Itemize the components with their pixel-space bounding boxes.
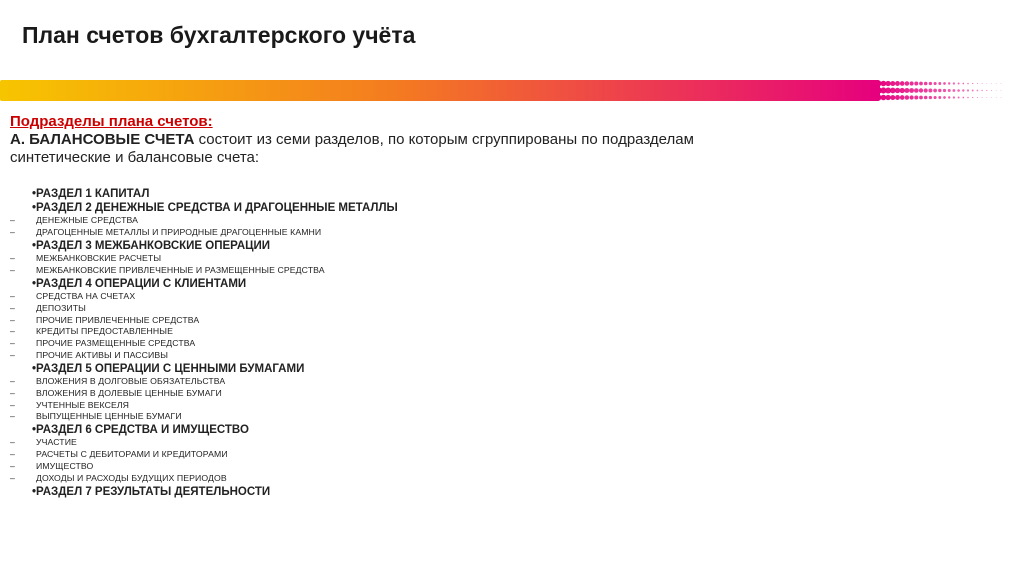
section-label: РАЗДЕЛ 5 ОПЕРАЦИИ С ЦЕННЫМИ БУМАГАМИ [36, 362, 305, 375]
band-dot [914, 82, 918, 86]
dash-icon: – [10, 227, 15, 238]
slide-title: План счетов бухгалтерского учёта [22, 22, 416, 48]
subsections-heading: Подразделы плана счетов: [10, 113, 213, 130]
band-dot [909, 88, 914, 93]
section-item [10, 277, 1010, 291]
band-dot [909, 95, 913, 99]
subsection-item [10, 303, 1010, 315]
band-dot [938, 96, 941, 99]
band-dot [991, 90, 992, 91]
subsection-item [10, 388, 1010, 400]
bullet-icon: • [32, 362, 37, 375]
band-dot [982, 83, 983, 84]
bullet-icon: • [32, 277, 37, 290]
section-label: РАЗДЕЛ 4 ОПЕРАЦИИ С КЛИЕНТАМИ [36, 277, 247, 290]
band-dot [943, 82, 946, 85]
band-dot [943, 89, 946, 92]
section-label: РАЗДЕЛ 6 СРЕДСТВА И ИМУЩЕСТВО [36, 424, 249, 437]
band-dot [967, 83, 969, 85]
subsection-item [10, 400, 1010, 412]
bullet-icon: • [32, 240, 37, 252]
band-dot [996, 97, 997, 98]
subsection-item [10, 291, 1010, 303]
band-dot [881, 95, 887, 101]
intro-rest: состоит из семи разделов, по которым сгруппированы по подразделам синтетические и балансовые счета: [10, 131, 694, 166]
band-dot [905, 81, 909, 85]
gradient-bar [0, 80, 880, 101]
subsection-item [10, 461, 1010, 473]
band-dot [924, 96, 928, 100]
band-dot [967, 97, 969, 99]
band-dot [1001, 97, 1002, 98]
band-dot [986, 90, 987, 91]
band-dot [924, 88, 928, 92]
dash-icon: – [10, 399, 15, 410]
subsection-label: ДОХОДЫ И РАСХОДЫ БУДУЩИХ ПЕРИОДОВ [36, 472, 227, 483]
band-dot [996, 83, 997, 84]
band-dot [934, 82, 937, 85]
band-dot [885, 81, 890, 86]
band-dot [957, 89, 960, 92]
subsection-item [10, 227, 1010, 239]
band-dot [919, 82, 923, 86]
dash-icon: – [10, 215, 15, 226]
section-item [10, 239, 1010, 253]
band-dot [890, 95, 895, 100]
band-dot [934, 96, 937, 99]
band-dot [895, 95, 900, 100]
band-dot [948, 96, 950, 98]
subsection-item [10, 315, 1010, 327]
subsection-label: ВЛОЖЕНИЯ В ДОЛГОВЫЕ ОБЯЗАТЕЛЬСТВА [36, 375, 226, 386]
subsection-item [10, 437, 1010, 449]
subsection-label: ДРАГОЦЕННЫЕ МЕТАЛЛЫ И ПРИРОДНЫЕ ДРАГОЦЕННЫЕ КАМНИ [36, 227, 322, 238]
band-dot [904, 88, 909, 93]
band-dot [972, 97, 973, 98]
dash-icon: – [10, 472, 15, 483]
band-dot [1001, 90, 1002, 91]
subsection-label: ПРОЧИЕ АКТИВЫ И ПАССИВЫ [36, 349, 169, 360]
band-dot [977, 90, 979, 92]
dash-icon: – [10, 387, 15, 398]
band-dot [982, 97, 983, 98]
band-dot [953, 96, 955, 98]
subsection-label: ВЛОЖЕНИЯ В ДОЛЕВЫЕ ЦЕННЫЕ БУМАГИ [36, 387, 222, 398]
section-item [10, 362, 1010, 376]
dash-icon: – [10, 326, 15, 337]
band-dot [972, 83, 973, 84]
subsection-label: ДЕНЕЖНЫЕ СРЕДСТВА [36, 215, 138, 226]
subsection-label: ИМУЩЕСТВО [36, 460, 94, 471]
band-dot [948, 89, 951, 92]
band-dot [962, 89, 964, 91]
subsection-item [10, 449, 1010, 461]
subsection-label: ВЫПУЩЕННЫЕ ЦЕННЫЕ БУМАГИ [36, 411, 182, 422]
subsection-label: ПРОЧИЕ РАЗМЕЩЕННЫЕ СРЕДСТВА [36, 338, 196, 349]
band-dot [958, 83, 960, 85]
bullet-icon: • [32, 188, 37, 200]
dash-icon: – [10, 411, 15, 422]
subsection-label: МЕЖБАНКОВСКИЕ РАСЧЕТЫ [36, 253, 162, 264]
band-dot [977, 97, 978, 98]
band-dot [881, 81, 887, 87]
dash-icon: – [10, 302, 15, 313]
band-dot [952, 89, 955, 92]
dash-icon: – [10, 253, 15, 264]
band-dot [977, 83, 978, 84]
sections-list [10, 187, 1010, 499]
bullet-icon: • [32, 485, 37, 498]
band-dot [905, 95, 909, 99]
section-item [10, 485, 1010, 499]
section-item [10, 423, 1010, 437]
subsection-label: УЧТЕННЫЕ ВЕКСЕЛЯ [36, 399, 130, 410]
subsection-label: УЧАСТИЕ [36, 437, 77, 448]
subsection-item [10, 376, 1010, 388]
dash-icon: – [10, 338, 15, 349]
dash-icon: – [10, 460, 15, 471]
band-dot [928, 89, 932, 93]
section-label: РАЗДЕЛ 3 МЕЖБАНКОВСКИЕ ОПЕРАЦИИ [36, 240, 271, 252]
band-dot [895, 88, 900, 93]
intro-lead: А. БАЛАНСОВЫЕ СЧЕТА [10, 131, 195, 148]
band-dot [919, 88, 923, 92]
band-dot [895, 81, 900, 86]
band-dot [938, 89, 941, 92]
decorative-gradient-band [0, 78, 1024, 104]
band-dot [962, 83, 964, 85]
band-dot [948, 82, 950, 84]
band-dot [996, 90, 997, 91]
section-item [10, 187, 1010, 201]
band-dot [929, 82, 932, 85]
subsection-label: ДЕПОЗИТЫ [36, 302, 86, 313]
band-dot [943, 96, 946, 99]
band-dot [933, 89, 937, 93]
band-dot [986, 97, 987, 98]
band-dot [972, 90, 974, 92]
subsection-label: МЕЖБАНКОВСКИЕ ПРИВЛЕЧЕННЫЕ И РАЗМЕЩЕННЫЕ СРЕДСТВА [36, 265, 325, 275]
band-dot [900, 95, 905, 100]
band-dot [962, 97, 964, 99]
subsection-item [10, 265, 1010, 277]
band-dot [938, 82, 941, 85]
dash-icon: – [10, 349, 15, 360]
band-dot [981, 90, 982, 91]
band-dot [929, 96, 932, 99]
subsection-item [10, 473, 1010, 485]
band-dot [1001, 83, 1002, 84]
band-dot [991, 83, 992, 84]
subsection-item [10, 215, 1010, 227]
dash-icon: – [10, 291, 15, 301]
band-dot [900, 88, 905, 93]
subsection-label: ПРОЧИЕ ПРИВЛЕЧЕННЫЕ СРЕДСТВА [36, 314, 200, 325]
band-dot [914, 96, 918, 100]
section-label: РАЗДЕЛ 7 РЕЗУЛЬТАТЫ ДЕЯТЕЛЬНОСТИ [36, 485, 271, 498]
subsection-item [10, 338, 1010, 350]
subsection-item [10, 411, 1010, 423]
bullet-icon: • [32, 424, 37, 437]
subsection-label: РАСЧЕТЫ С ДЕБИТОРАМИ И КРЕДИТОРАМИ [36, 449, 228, 460]
subsection-label: СРЕДСТВА НА СЧЕТАХ [36, 291, 136, 301]
slide-content [10, 113, 1010, 499]
bullet-icon: • [32, 202, 37, 215]
subsection-label: КРЕДИТЫ ПРЕДОСТАВЛЕННЫЕ [36, 326, 173, 337]
subsection-item [10, 253, 1010, 265]
dash-icon: – [10, 437, 15, 448]
band-dot [991, 97, 992, 98]
band-dot [914, 88, 919, 93]
subsection-item [10, 350, 1010, 362]
section-item [10, 201, 1010, 215]
band-dot [967, 89, 969, 91]
band-dot [900, 81, 905, 86]
dash-icon: – [10, 375, 15, 386]
band-dot [890, 81, 895, 86]
band-dot [885, 95, 890, 100]
band-dot [919, 96, 923, 100]
band-dot [909, 81, 913, 85]
dash-icon: – [10, 449, 15, 460]
intro-paragraph [10, 131, 730, 167]
band-dot [986, 83, 987, 84]
section-label: РАЗДЕЛ 1 КАПИТАЛ [36, 188, 150, 200]
dash-icon: – [10, 314, 15, 325]
band-dot [924, 82, 928, 86]
band-dot [953, 82, 955, 84]
dash-icon: – [10, 265, 15, 275]
section-label: РАЗДЕЛ 2 ДЕНЕЖНЫЕ СРЕДСТВА И ДРАГОЦЕННЫЕ МЕТАЛЛЫ [36, 202, 398, 215]
gradient-band-graphic [0, 78, 1024, 104]
band-dot [958, 97, 960, 99]
subsection-item [10, 326, 1010, 338]
